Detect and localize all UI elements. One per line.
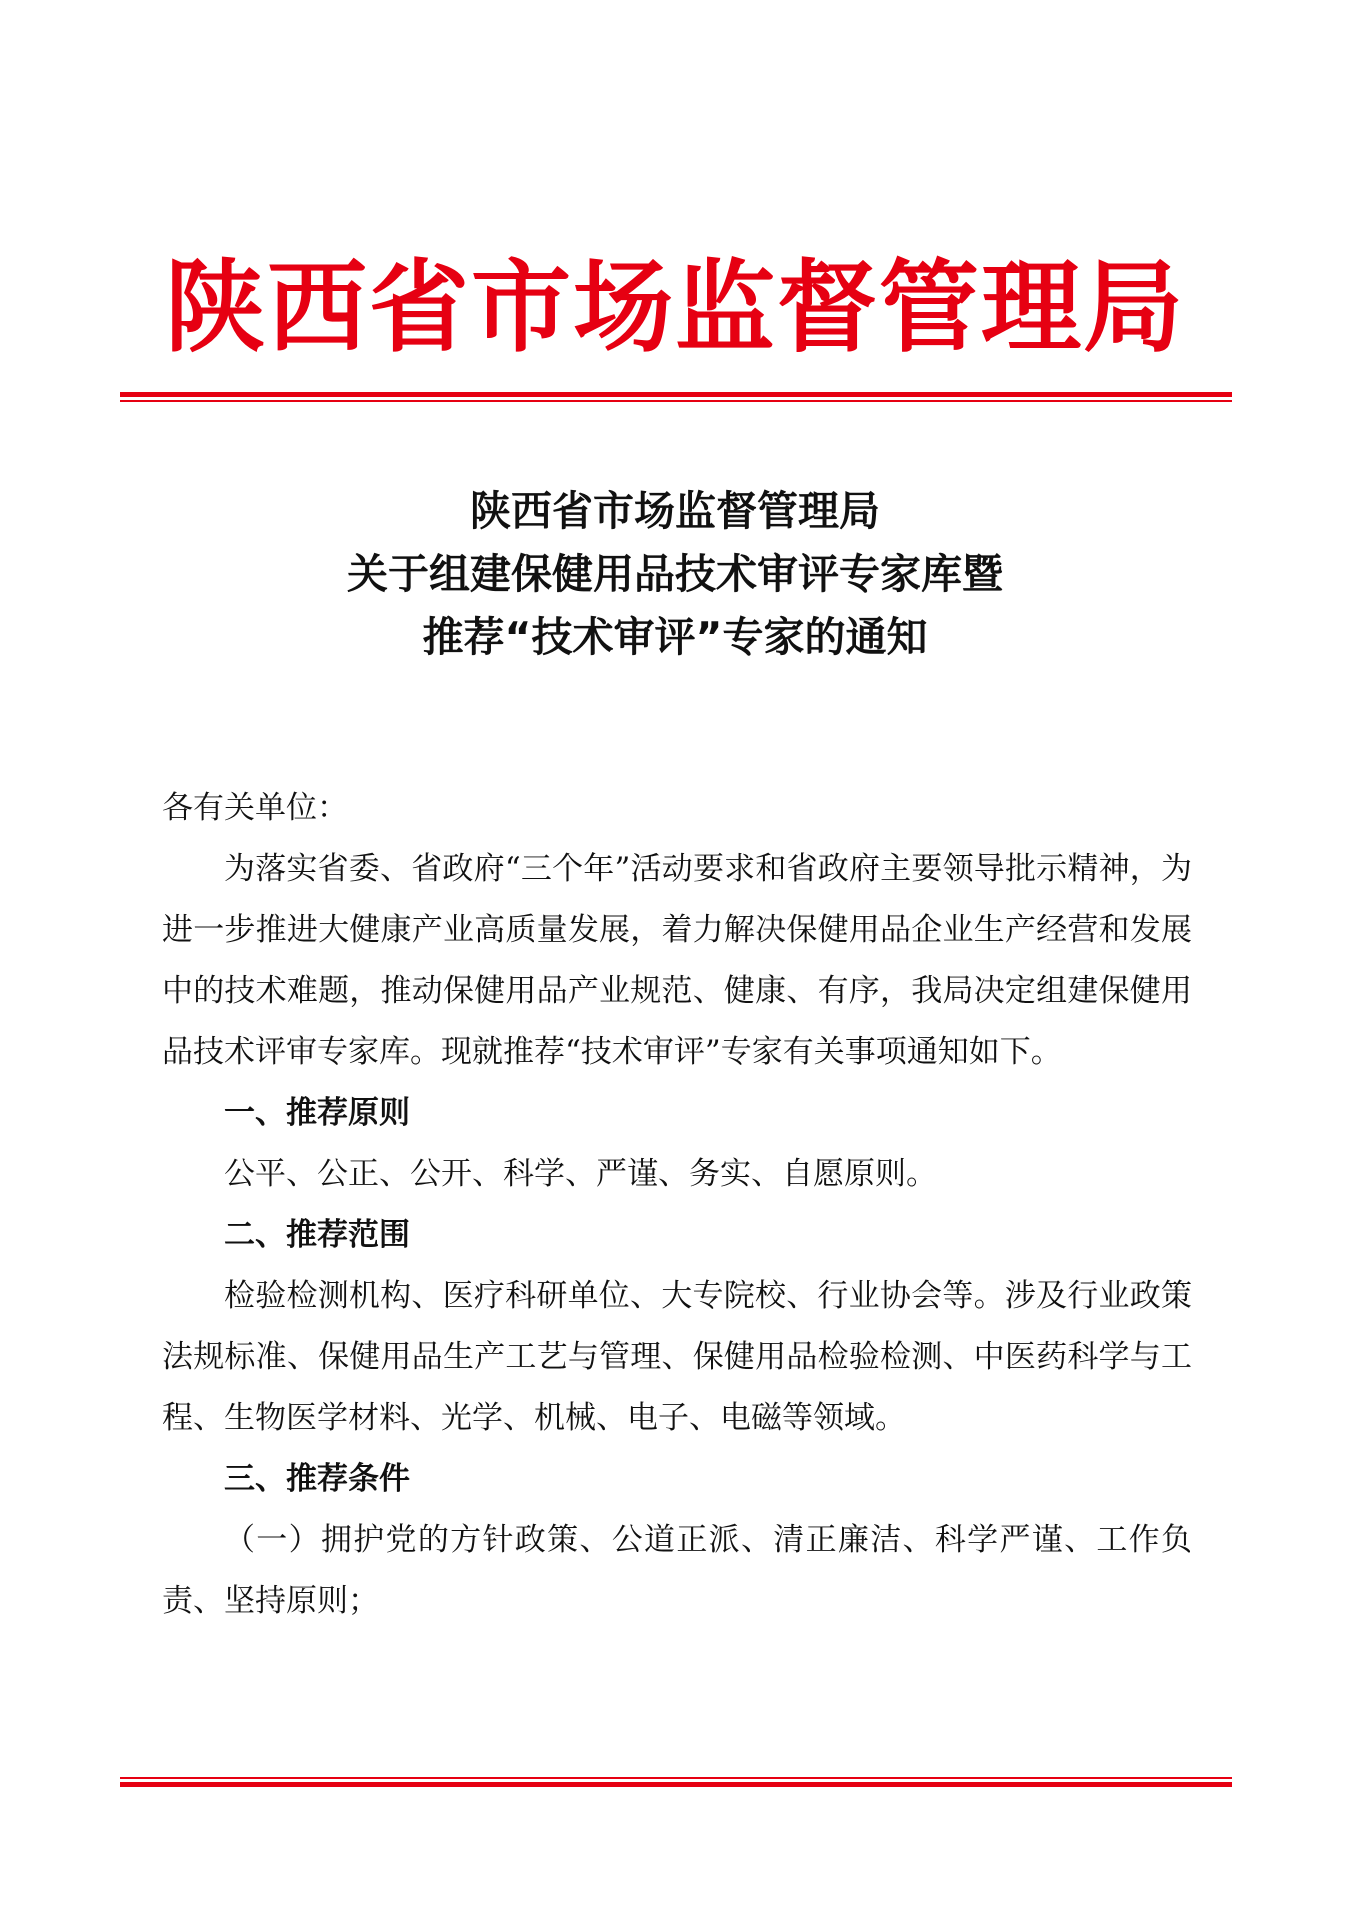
document-title-line: 关于组建保健用品技术审评专家库暨 (347, 550, 1003, 598)
document-body (162, 778, 1192, 1632)
section-heading: 二、推荐范围 (224, 1217, 410, 1253)
section-paragraph: 检验检测机构、医疗科研单位、大专院校、行业协会等。涉及行业政策法规标准、保健用品生产工艺与管理、保健用品检验检测、中医药科学与工程、生物医学材料、光学、机械、电子、电磁等领域。 (162, 1278, 1192, 1436)
letterhead-title: 陕西省市场监督管理局 (165, 249, 1185, 366)
letterhead-divider (120, 392, 1232, 402)
salutation: 各有关单位： (162, 790, 348, 826)
document-title (120, 480, 1230, 669)
document-title-line: 陕西省市场监督管理局 (470, 487, 880, 535)
section-heading: 三、推荐条件 (224, 1461, 410, 1497)
document-title-line: 推荐“技术审评”专家的通知 (422, 613, 928, 661)
section-paragraph: （一）拥护党的方针政策、公道正派、清正廉洁、科学严谨、工作负责、坚持原则； (162, 1522, 1192, 1619)
intro-paragraph: 为落实省委、省政府“三个年”活动要求和省政府主要领导批示精神，为进一步推进大健康产业高质量发展，着力解决保健用品企业生产经营和发展中的技术难题，推动保健用品产业规范、健康、有序，我局决定组建保健用品技术评审专家库。现就推荐“技术审评”专家有关事项通知如下。 (162, 851, 1192, 1070)
section-heading: 一、推荐原则 (224, 1095, 410, 1131)
section-paragraph: 公平、公正、公开、科学、严谨、务实、自愿原则。 (224, 1156, 937, 1192)
footer-divider (120, 1777, 1232, 1787)
